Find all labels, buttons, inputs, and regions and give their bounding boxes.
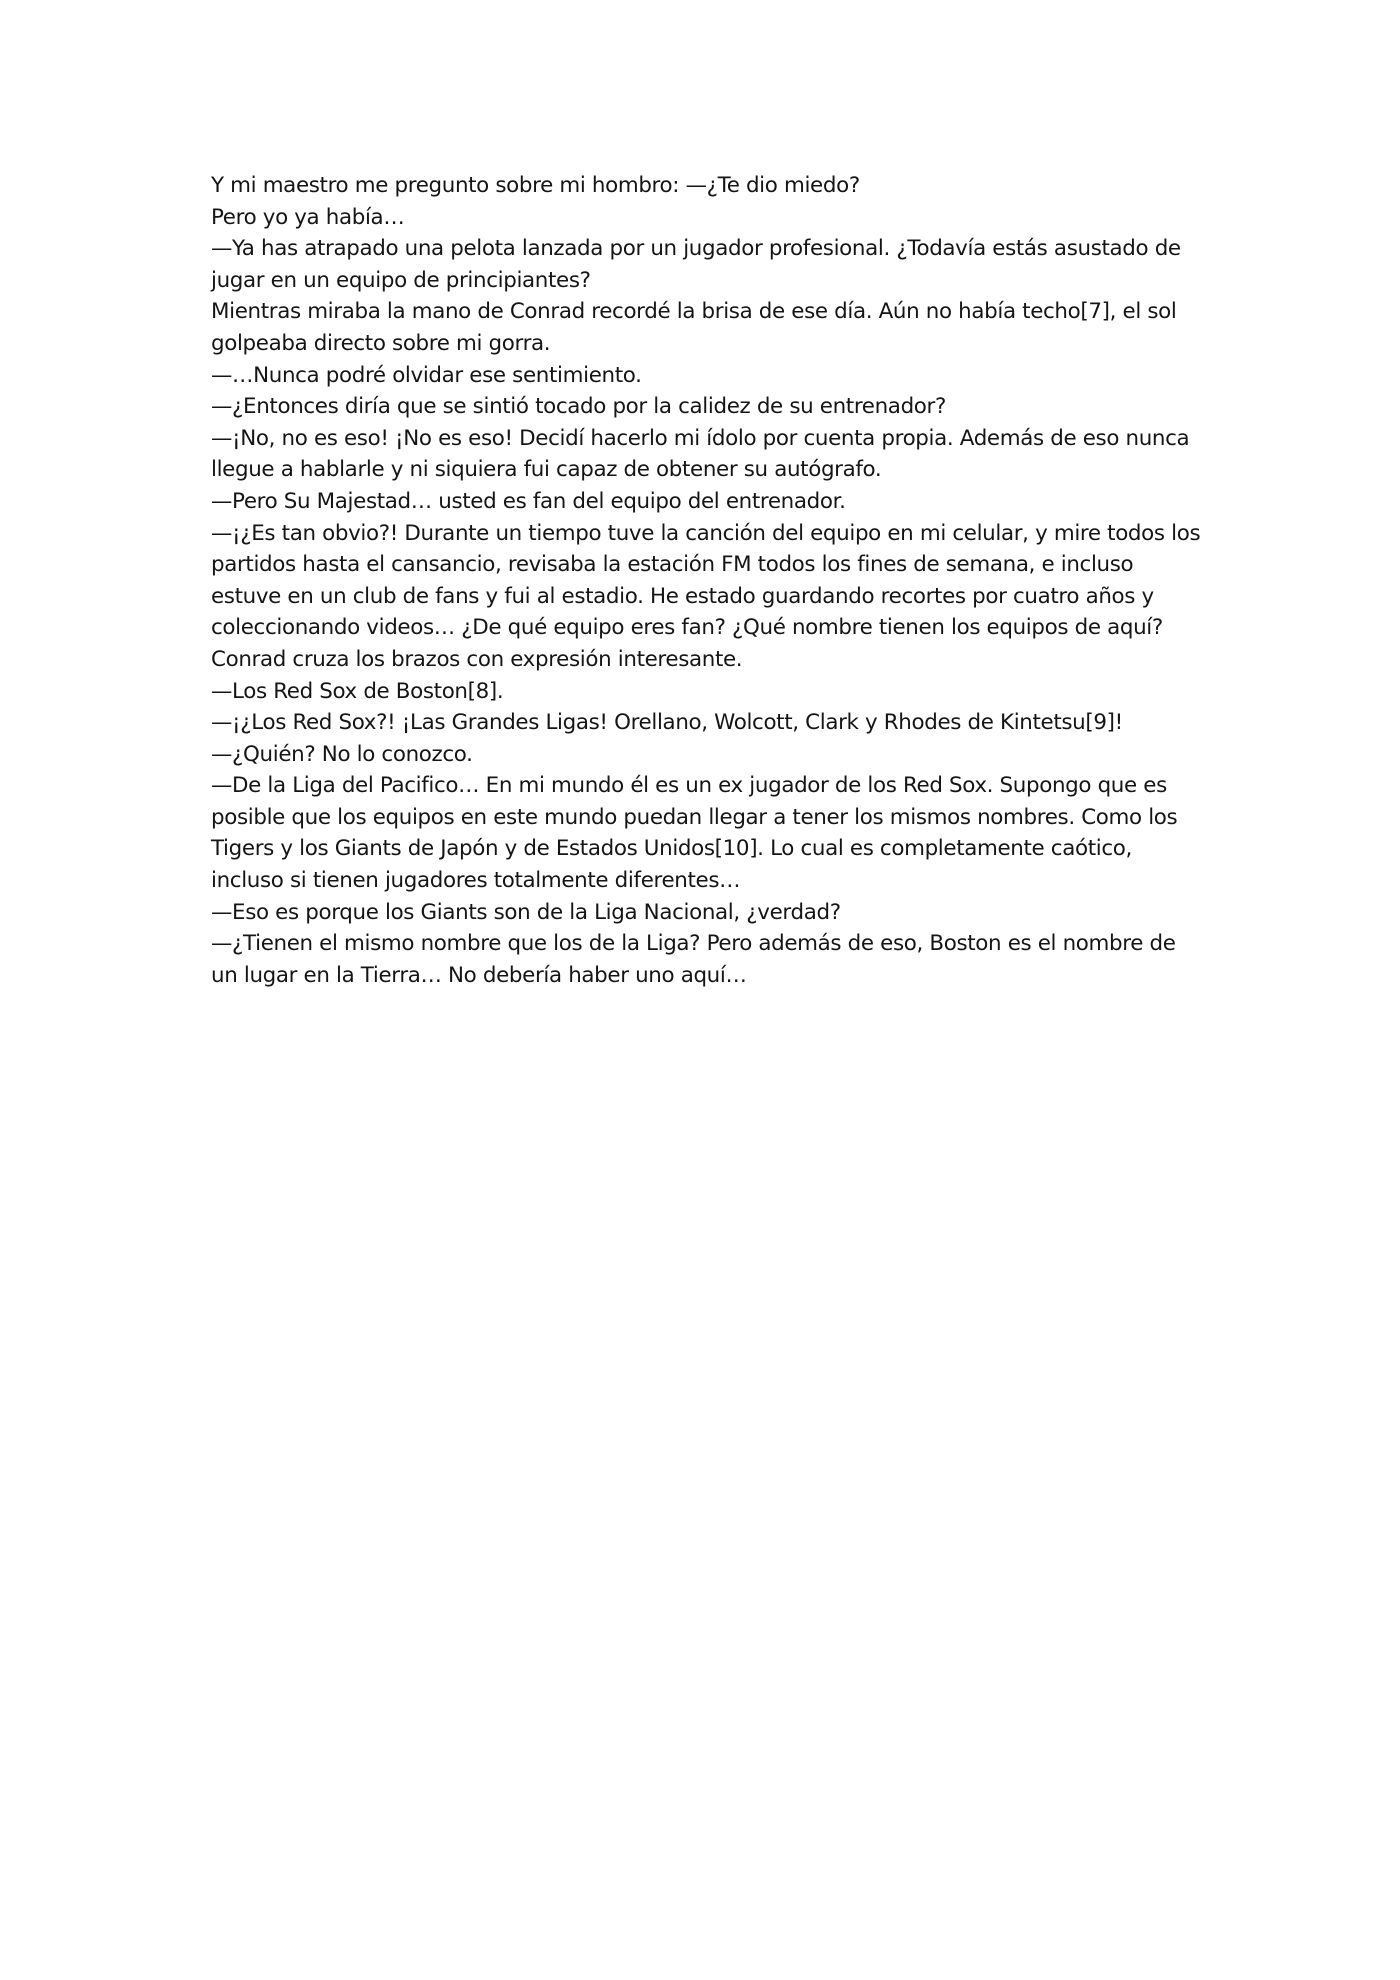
paragraph: —Pero Su Majestad… usted es fan del equipo del entrenador. — [211, 488, 846, 514]
paragraph: —¿Quién? No lo conozco. — [211, 741, 473, 767]
paragraph: Pero yo ya había… — [211, 204, 405, 230]
paragraph: —¿Tienen el mismo nombre que los de la Liga? Pero además de eso, Boston es el nombre de un lugar en la Tierra… No debería haber uno aquí… — [211, 931, 1176, 988]
paragraph: —¡¿Es tan obvio?! Durante un tiempo tuve la canción del equipo en mi celular, y mire todos los partidos hasta el cansancio, revisaba la estación FM todos los fines de semana, e incluso estuve en un club de fans y fui al estadio. He estado guardando recortes por cuatro años y coleccionando videos… ¿De qué equipo eres fan? ¿Qué nombre tienen los equipos de aquí? — [211, 520, 1201, 641]
paragraph: —Los Red Sox de Boston[8]. — [211, 678, 504, 704]
paragraph: —¡No, no es eso! ¡No es eso! Decidí hacerlo mi ídolo por cuenta propia. Además de eso nunca llegue a hablarle y ni siquiera fui capaz de obtener su autógrafo. — [211, 425, 1190, 483]
paragraph: —…Nunca podré olvidar ese sentimiento. — [211, 362, 642, 388]
paragraph: —De la Liga del Pacifico… En mi mundo él es un ex jugador de los Red Sox. Supongo que es posible que los equipos en este mundo puedan llegar a tener los mismos nombres. Como los Tigers y los Giants de Japón y de Estados Unidos[10]. Lo cual es completamente caótico, incluso si tienen jugadores totalmente diferentes… — [211, 773, 1178, 894]
document-text — [211, 170, 1201, 991]
paragraph: —¡¿Los Red Sox?! ¡Las Grandes Ligas! Orellano, Wolcott, Clark y Rhodes de Kintetsu[9]! — [211, 710, 1123, 736]
paragraph: —Ya has atrapado una pelota lanzada por un jugador profesional. ¿Todavía estás asustado de jugar en un equipo de principiantes? — [211, 236, 1181, 293]
paragraph: Mientras miraba la mano de Conrad recordé la brisa de ese día. Aún no había techo[7], el sol golpeaba directo sobre mi gorra. — [211, 299, 1177, 356]
paragraph: —Eso es porque los Giants son de la Liga Nacional, ¿verdad? — [211, 899, 841, 925]
paragraph: Conrad cruza los brazos con expresión interesante. — [211, 646, 743, 672]
paragraph: —¿Entonces diría que se sintió tocado por la calidez de su entrenador? — [211, 394, 946, 420]
paragraph: Y mi maestro me pregunto sobre mi hombro: —¿Te dio miedo? — [211, 173, 860, 198]
